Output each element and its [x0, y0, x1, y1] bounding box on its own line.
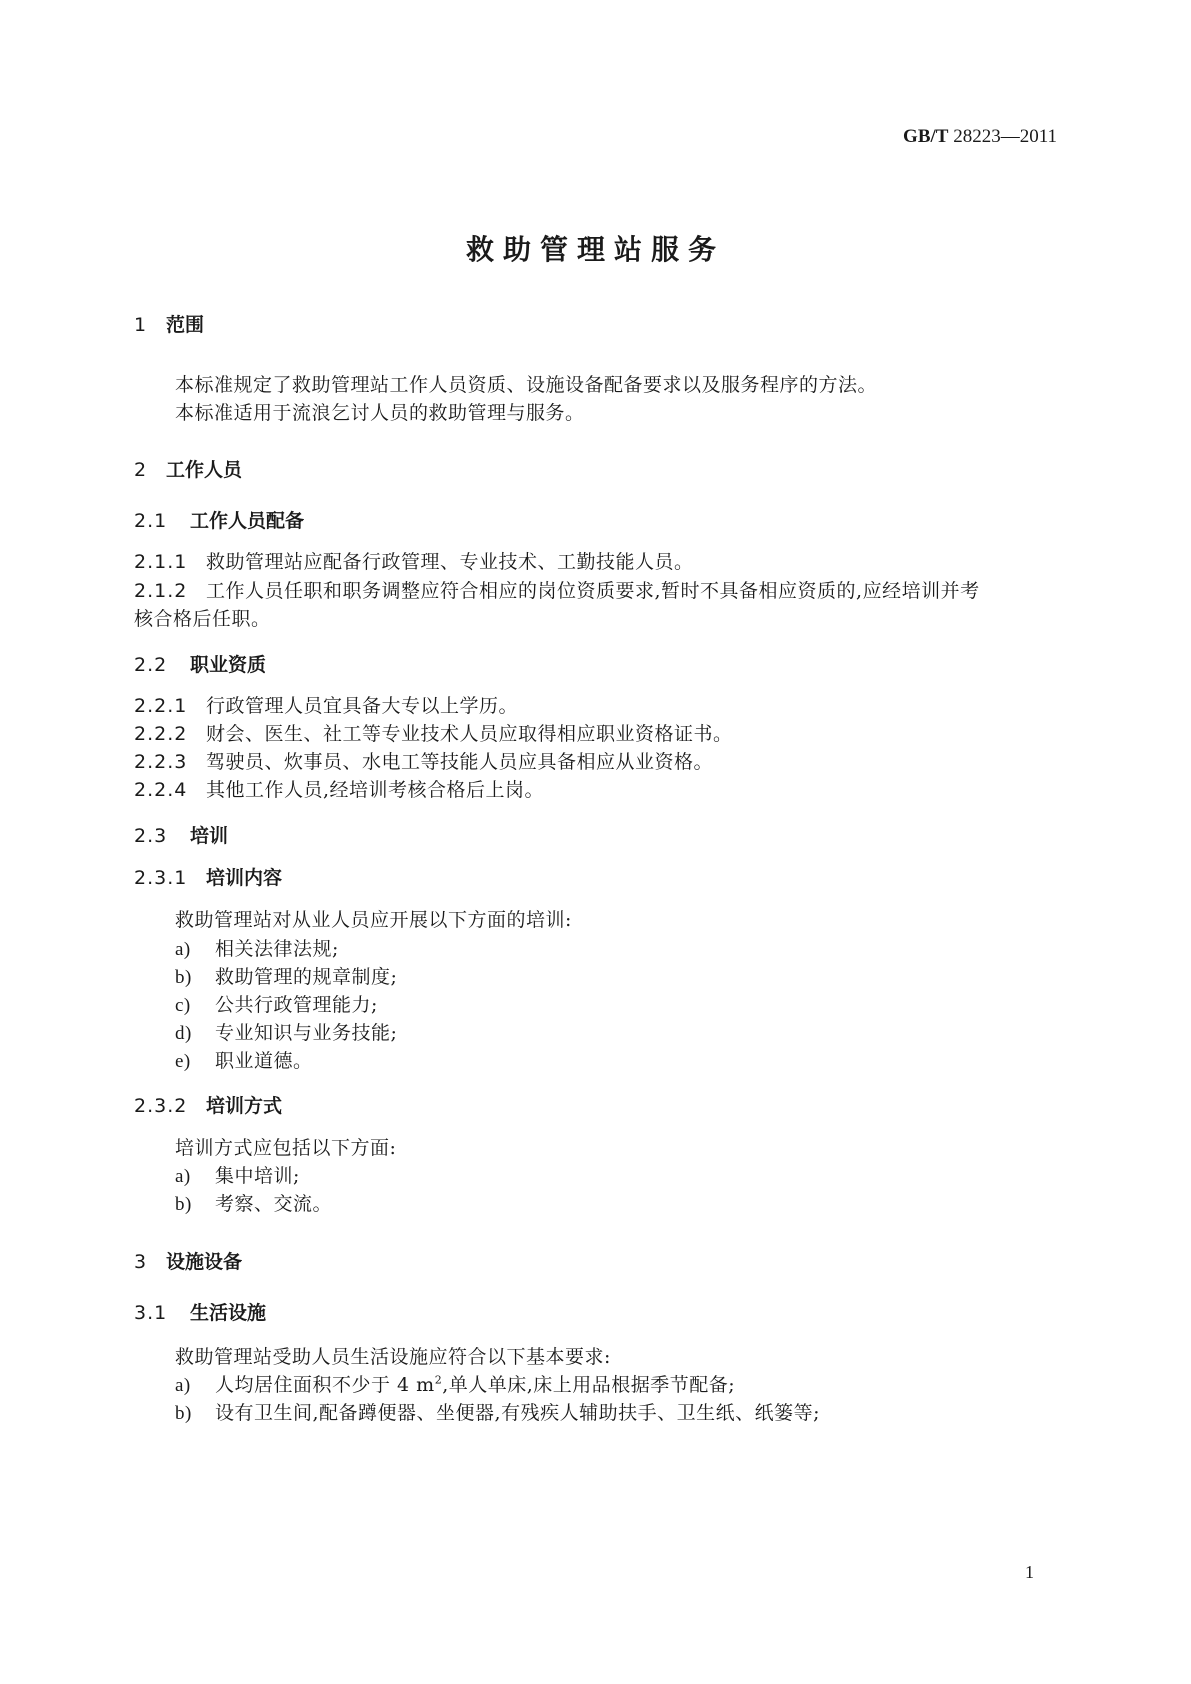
- list-item-text: 考察、交流。: [215, 1193, 333, 1215]
- section-2-3-2-heading: [134, 1091, 282, 1118]
- list-item-text: 公共行政管理能力;: [215, 994, 378, 1016]
- section-2-2-heading: [134, 650, 266, 677]
- clause-number: 2.2.2: [134, 723, 188, 745]
- section-number: 2.3.2: [134, 1095, 188, 1117]
- list-item-text: 设有卫生间,配备蹲便器、坐便器,有残疾人辅助扶手、卫生纸、纸篓等;: [215, 1402, 820, 1424]
- section-number: 2.3.1: [134, 867, 188, 889]
- section-2-1-heading: [134, 506, 304, 533]
- section-number: 2.1: [134, 510, 168, 532]
- clause-text: 驾驶员、炊事员、水电工等技能人员应具备相应从业资格。: [206, 751, 714, 773]
- list-marker: a): [175, 939, 191, 960]
- section-2-3-1-heading: [134, 863, 282, 890]
- list-item: [175, 1018, 397, 1045]
- clause-2-1-1: [134, 547, 694, 574]
- list-item-text: 职业道德。: [215, 1050, 313, 1072]
- list-item-text: 集中培训;: [215, 1165, 300, 1187]
- clause-text: 财会、医生、社工等专业技术人员应取得相应职业资格证书。: [206, 723, 733, 745]
- section-title: 培训: [190, 825, 229, 847]
- living-facilities-intro: 救助管理站受助人员生活设施应符合以下基本要求:: [175, 1346, 611, 1368]
- section-title: 设施设备: [166, 1251, 243, 1273]
- list-item-text: 救助管理的规章制度;: [215, 966, 398, 988]
- section-number: 3.1: [134, 1302, 168, 1324]
- list-item: [175, 1370, 735, 1397]
- list-item-text-pre: 人均居住面积不少于 4 m: [215, 1374, 435, 1396]
- section-number: 3: [134, 1251, 147, 1273]
- list-marker: a): [175, 1375, 191, 1396]
- clause-2-2-1: [134, 691, 518, 718]
- training-method-intro: 培训方式应包括以下方面:: [175, 1137, 397, 1159]
- section-title: 工作人员: [166, 459, 243, 481]
- section-1-heading: [134, 310, 204, 337]
- section-title: 生活设施: [190, 1302, 267, 1324]
- list-item: [175, 1189, 332, 1216]
- section-title: 培训方式: [206, 1095, 283, 1117]
- page-number: 1: [1025, 1562, 1034, 1582]
- section-3-heading: [134, 1247, 242, 1274]
- superscript: 2: [434, 1373, 443, 1387]
- clause-text: 工作人员任职和职务调整应符合相应的岗位资质要求,暂时不具备相应资质的,应经培训并考: [206, 580, 980, 602]
- list-marker: b): [175, 1194, 192, 1215]
- section-number: 2: [134, 459, 147, 481]
- list-marker: a): [175, 1166, 191, 1187]
- list-marker: e): [175, 1051, 191, 1072]
- section-2-3-heading: [134, 821, 228, 848]
- clause-number: 2.1.2: [134, 580, 188, 602]
- clause-2-2-3: [134, 747, 713, 774]
- list-item-text-post: ,单人单床,床上用品根据季节配备;: [442, 1374, 736, 1396]
- list-item-text: 相关法律法规;: [215, 938, 339, 960]
- training-content-intro: 救助管理站对从业人员应开展以下方面的培训:: [175, 909, 572, 931]
- section-title: 培训内容: [206, 867, 283, 889]
- scope-paragraph-1: 本标准规定了救助管理站工作人员资质、设施设备配备要求以及服务程序的方法。: [175, 374, 878, 396]
- clause-text: 行政管理人员宜具备大专以上学历。: [206, 695, 519, 717]
- clause-number: 2.2.4: [134, 779, 188, 801]
- section-number: 2.2: [134, 654, 168, 676]
- clause-number: 2.2.1: [134, 695, 188, 717]
- document-title: 救助管理站服务: [465, 233, 725, 266]
- list-item: [175, 1046, 313, 1073]
- list-item: [175, 962, 397, 989]
- list-marker: c): [175, 995, 191, 1016]
- list-item-text: 专业知识与业务技能;: [215, 1022, 398, 1044]
- section-number: 1: [134, 314, 147, 336]
- clause-2-1-2: [134, 576, 980, 603]
- standard-code: [903, 126, 1057, 148]
- clause-text: 救助管理站应配备行政管理、专业技术、工勤技能人员。: [206, 551, 694, 573]
- list-marker: b): [175, 1403, 192, 1424]
- section-title: 范围: [166, 314, 205, 336]
- clause-number: 2.2.3: [134, 751, 188, 773]
- list-item: [175, 934, 339, 961]
- section-2-heading: [134, 455, 242, 482]
- clause-number: 2.1.1: [134, 551, 188, 573]
- clause-text: 其他工作人员,经培训考核合格后上岗。: [206, 779, 545, 801]
- clause-2-1-2-continuation: 核合格后任职。: [134, 608, 271, 630]
- scope-paragraph-2: 本标准适用于流浪乞讨人员的救助管理与服务。: [175, 402, 585, 424]
- list-item: [175, 1161, 300, 1188]
- standard-number: 28223—2011: [953, 126, 1057, 147]
- section-title: 工作人员配备: [190, 510, 305, 532]
- clause-2-2-2: [134, 719, 733, 746]
- list-item: [175, 1398, 820, 1425]
- list-item: [175, 990, 378, 1017]
- section-3-1-heading: [134, 1298, 266, 1325]
- clause-2-2-4: [134, 775, 544, 802]
- section-title: 职业资质: [190, 654, 267, 676]
- standard-prefix: GB/T: [903, 126, 949, 147]
- section-number: 2.3: [134, 825, 168, 847]
- list-marker: d): [175, 1023, 192, 1044]
- list-marker: b): [175, 967, 192, 988]
